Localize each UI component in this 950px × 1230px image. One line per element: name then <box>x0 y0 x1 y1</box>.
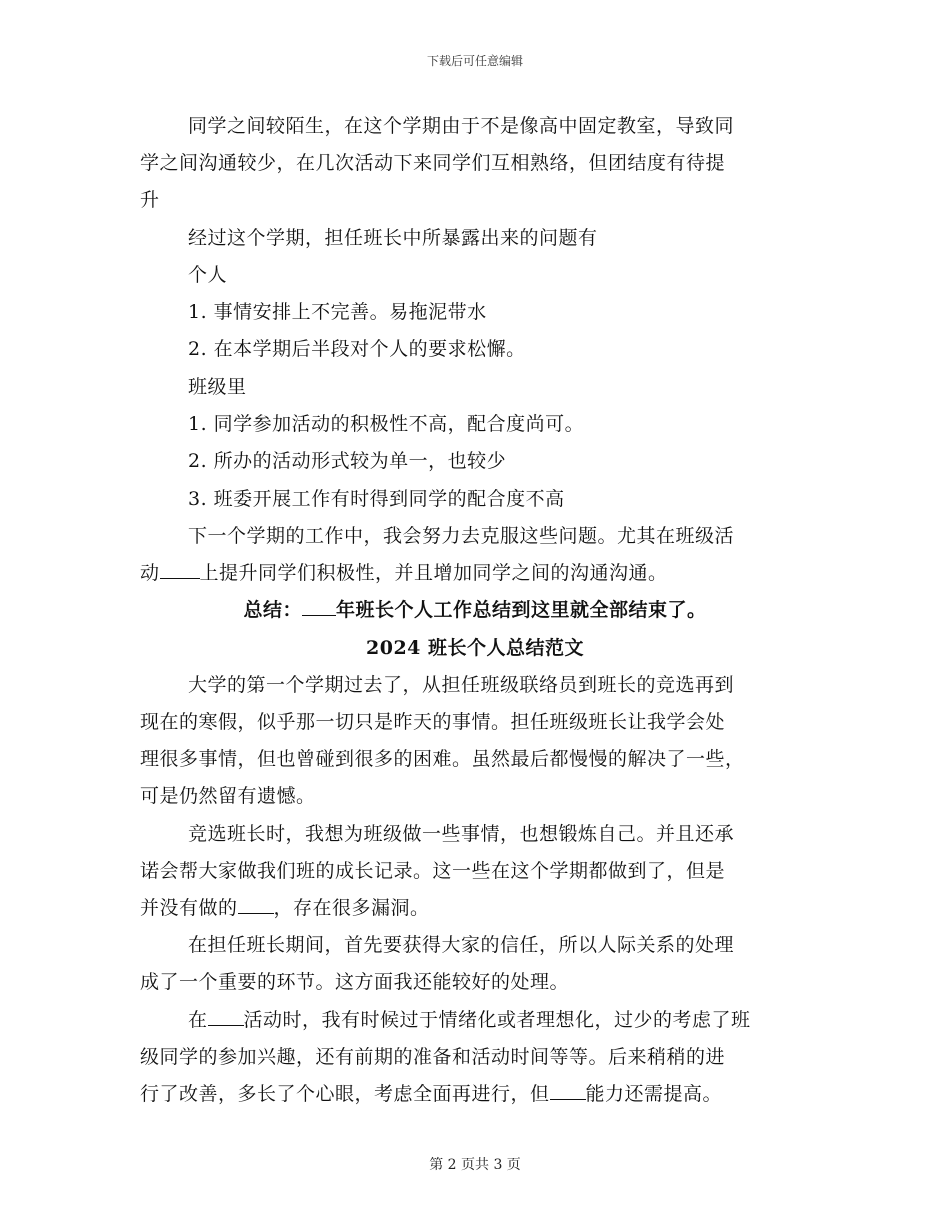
summary-text: 年班长个人工作总结到这里就全部结束了。 <box>336 599 707 621</box>
paragraph-line: 现在的寒假，似乎那一切只是昨天的事情。担任班级班长让我学会处 <box>140 711 726 733</box>
fill-blank <box>238 895 274 914</box>
text-segment: ，存在很多漏洞。 <box>273 897 430 919</box>
paragraph-line: 在担任班长期间，首先要获得大家的信任，所以人际关系的处理 <box>188 934 735 956</box>
page-footer: 第 2 页共 3 页 <box>429 1157 521 1173</box>
list-item: 1. 事情安排上不完善。易拖泥带水 <box>188 301 487 323</box>
text-segment: 能力还需提高。 <box>585 1083 723 1105</box>
paragraph-line <box>140 560 820 586</box>
paragraph-line: 可是仍然留有遗憾。 <box>140 785 316 807</box>
paragraph-line: 升 <box>140 189 160 211</box>
personal-heading: 个人 <box>188 264 228 286</box>
paragraph-line: 大学的第一个学期过去了，从担任班级联络员到班长的竞选再到 <box>188 674 735 696</box>
section-title: 2024 班长个人总结范文 <box>366 637 584 659</box>
summary-line <box>0 597 950 623</box>
problems-intro: 经过这个学期，担任班长中所暴露出来的问题有 <box>188 227 598 249</box>
paragraph-line: 理很多事情，但也曾碰到很多的困难。虽然最后都慢慢的解决了一些， <box>140 748 745 770</box>
text-segment: 活动时，我有时候过于情绪化或者理想化，过少的考虑了班 <box>243 1009 751 1031</box>
text-segment: 上提升同学们积极性，并且增加同学之间的沟通沟通。 <box>199 562 668 584</box>
paragraph-line: 成了一个重要的环节。这方面我还能较好的处理。 <box>140 971 570 993</box>
paragraph-line: 诺会帮大家做我们班的成长记录。这一些在这个学期都做到了，但是 <box>140 860 726 882</box>
list-item: 2. 所办的活动形式较为单一，也较少 <box>188 450 507 472</box>
page-header: 下载后可任意编辑 <box>426 54 523 68</box>
paragraph-line: 竞选班长时，我想为班级做一些事情，也想锻炼自己。并且还承 <box>188 823 735 845</box>
summary-label: 总结： <box>243 599 302 621</box>
list-item: 1. 同学参加活动的积极性不高，配合度尚可。 <box>188 413 585 435</box>
class-heading: 班级里 <box>188 376 247 398</box>
fill-blank <box>302 597 336 616</box>
paragraph-line: 级同学的参加兴趣，还有前期的准备和活动时间等等。后来稍稍的进 <box>140 1046 726 1068</box>
text-segment: 并没有做的 <box>140 897 238 919</box>
fill-blank <box>550 1081 586 1100</box>
paragraph-line: 同学之间较陌生，在这个学期由于不是像高中固定教室，导致同 <box>188 115 735 137</box>
list-item: 3. 班委开展工作有时得到同学的配合度不高 <box>188 488 565 510</box>
list-item: 2. 在本学期后半段对个人的要求松懈。 <box>188 338 526 360</box>
paragraph-line <box>140 895 820 921</box>
paragraph-line <box>140 1081 820 1107</box>
text-segment: 在 <box>188 1009 208 1031</box>
text-segment: 行了改善，多长了个心眼，考虑全面再进行，但 <box>140 1083 550 1105</box>
paragraph-line: 学之间沟通较少，在几次活动下来同学们互相熟络，但团结度有待提 <box>140 152 726 174</box>
fill-blank <box>208 1007 244 1026</box>
fill-blank <box>160 560 200 579</box>
paragraph-line: 下一个学期的工作中，我会努力去克服这些问题。尤其在班级活 <box>188 525 735 547</box>
paragraph-line <box>188 1007 868 1033</box>
text-segment: 动 <box>140 562 160 584</box>
